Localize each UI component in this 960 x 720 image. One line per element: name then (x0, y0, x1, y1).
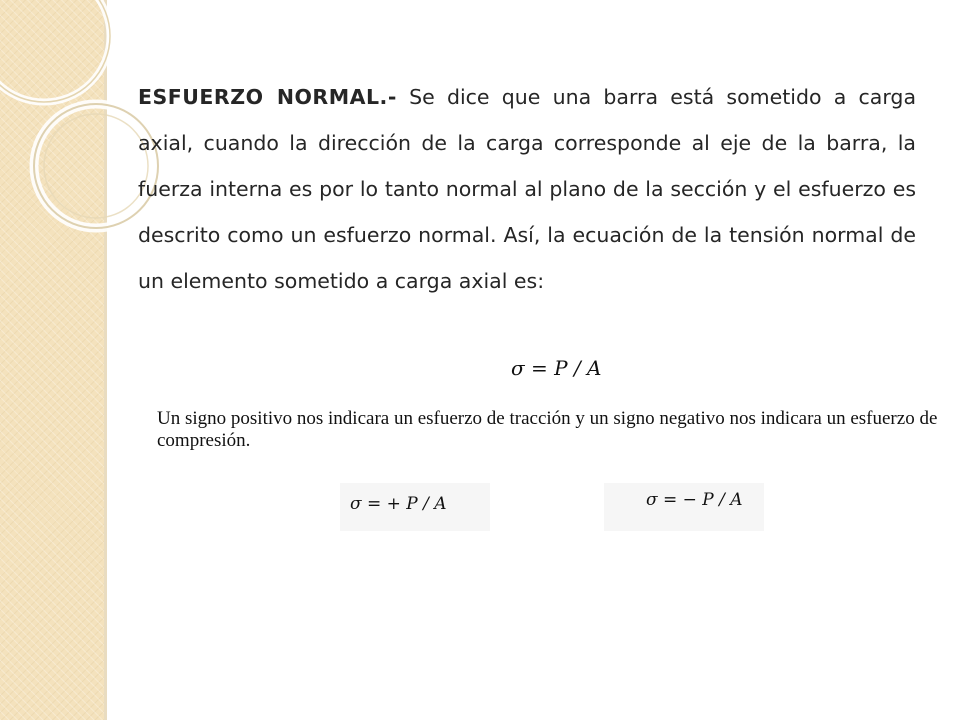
side-panel-edge (104, 0, 107, 720)
paragraph-text: Se dice que una barra está sometido a carga axial, cuando la dirección de la carga corresponde al eje de la barra, la fuerza interna es por lo tanto normal al plano de la sección y el esfuerzo es descrito como un esfuerzo normal. Así, la ecuación de la tensión normal de un elemento sometido a carga axial es: (138, 85, 917, 293)
compression-equation: σ = − P / A (646, 490, 743, 510)
normal-stress-equation: σ = P / A (511, 356, 602, 380)
definition-paragraph (138, 74, 916, 304)
sign-convention-note: Un signo positivo nos indicara un esfuerzo de tracción y un signo negativo nos indicara un esfuerzo de compresión. (157, 408, 938, 451)
section-heading: ESFUERZO NORMAL.- (138, 85, 397, 109)
tension-equation: σ = + P / A (350, 494, 447, 514)
decorative-side-panel (0, 0, 105, 720)
